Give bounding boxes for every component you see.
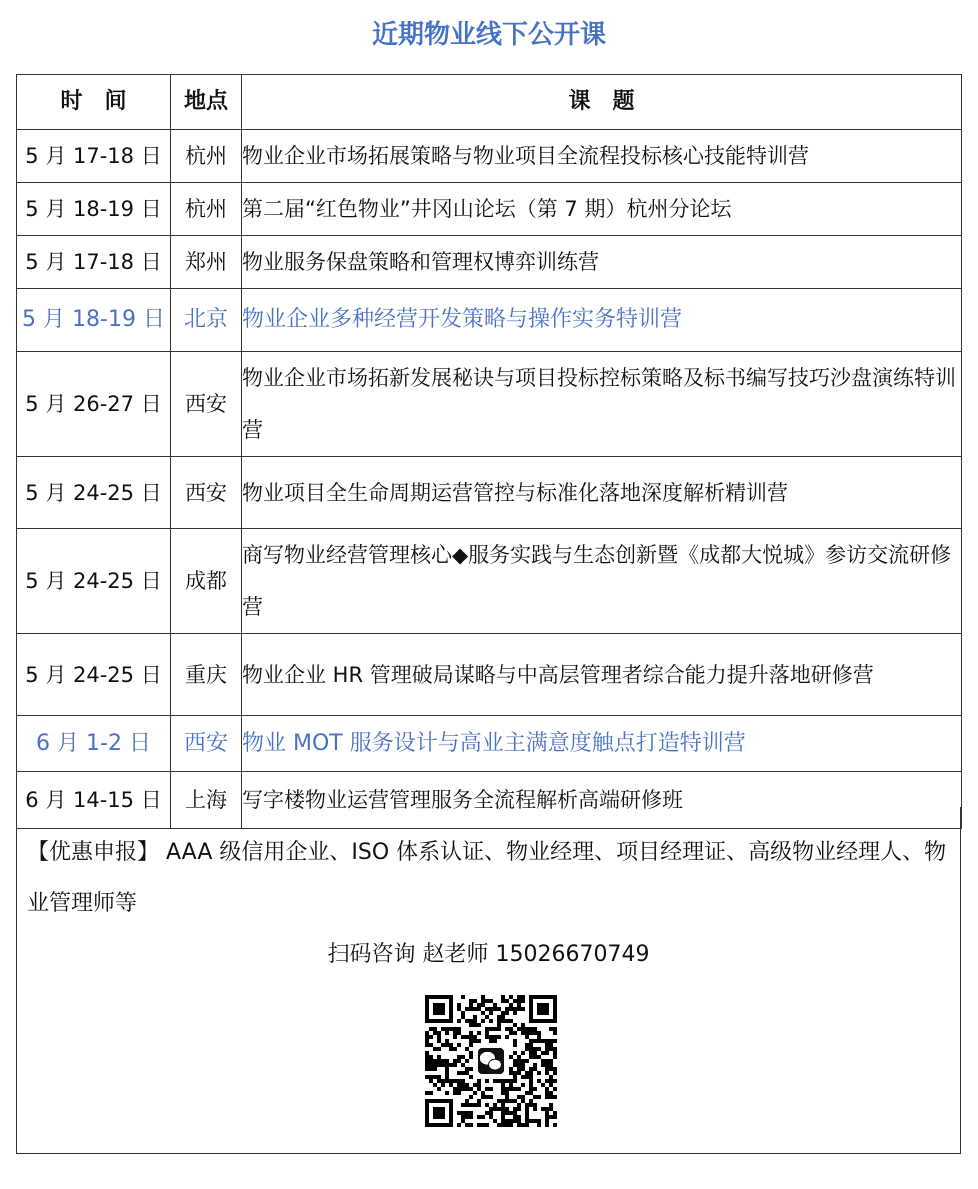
table-row-highlighted — [17, 716, 962, 772]
row-date: 5 月 26-27 日 — [17, 352, 171, 457]
row-topic: 物业 MOT 服务设计与高业主满意度触点打造特训营 — [242, 716, 962, 772]
row-date: 5 月 24-25 日 — [17, 529, 171, 634]
table-row — [17, 183, 962, 236]
table-row — [17, 352, 962, 457]
table-row-highlighted — [17, 289, 962, 352]
row-city: 西安 — [171, 457, 242, 529]
row-date: 5 月 24-25 日 — [17, 457, 171, 529]
header-time: 时 间 — [17, 75, 171, 130]
header-place: 地点 — [171, 75, 242, 130]
row-date: 6 月 14-15 日 — [17, 772, 171, 829]
row-topic: 物业企业多种经营开发策略与操作实务特训营 — [242, 289, 962, 352]
qr-code[interactable] — [425, 995, 557, 1127]
row-topic: 物业企业 HR 管理破局谋略与中高层管理者综合能力提升落地研修营 — [242, 634, 962, 716]
row-topic: 物业企业市场拓展策略与物业项目全流程投标核心技能特训营 — [242, 130, 962, 183]
row-city: 北京 — [171, 289, 242, 352]
row-date: 5 月 18-19 日 — [17, 183, 171, 236]
table-row — [17, 130, 962, 183]
row-date: 5 月 17-18 日 — [17, 236, 171, 289]
row-date: 6 月 1-2 日 — [17, 716, 171, 772]
row-topic: 写字楼物业运营管理服务全流程解析高端研修班 — [242, 772, 962, 829]
page-title: 近期物业线下公开课 — [371, 20, 606, 50]
row-topic: 商写物业经营管理核心◆服务实践与生态创新暨《成都大悦城》参访交流研修营 — [242, 529, 962, 634]
row-date: 5 月 24-25 日 — [17, 634, 171, 716]
footer-panel — [16, 807, 961, 1154]
table-row — [17, 634, 962, 716]
row-date: 5 月 18-19 日 — [17, 289, 171, 352]
row-city: 杭州 — [171, 130, 242, 183]
row-topic: 物业服务保盘策略和管理权博弈训练营 — [242, 236, 962, 289]
row-topic: 物业项目全生命周期运营管控与标准化落地深度解析精训营 — [242, 457, 962, 529]
row-city: 郑州 — [171, 236, 242, 289]
row-city: 成都 — [171, 529, 242, 634]
promo-details: AAA 级信用企业、ISO 体系认证、物业经理、项目经理证、高级物业经理人、物业管理师等 — [27, 840, 947, 916]
contact-info: 扫码咨询 赵老师 15026670749 — [327, 942, 650, 967]
row-topic: 物业企业市场拓新发展秘诀与项目投标控标策略及标书编写技巧沙盘演练特训营 — [242, 352, 962, 457]
wechat-icon — [475, 1045, 507, 1077]
row-city: 杭州 — [171, 183, 242, 236]
row-city: 上海 — [171, 772, 242, 829]
header-topic: 课 题 — [242, 75, 962, 130]
table-row — [17, 236, 962, 289]
course-schedule-table — [16, 74, 962, 829]
row-city: 重庆 — [171, 634, 242, 716]
promo-text-block — [27, 827, 952, 929]
row-city: 西安 — [171, 716, 242, 772]
row-topic: 第二届“红色物业”井冈山论坛（第 7 期）杭州分论坛 — [242, 183, 962, 236]
row-date: 5 月 17-18 日 — [17, 130, 171, 183]
table-header-row — [17, 75, 962, 130]
table-row — [17, 457, 962, 529]
table-row — [17, 529, 962, 634]
row-city: 西安 — [171, 352, 242, 457]
promo-label: 【优惠申报】 — [27, 840, 160, 865]
